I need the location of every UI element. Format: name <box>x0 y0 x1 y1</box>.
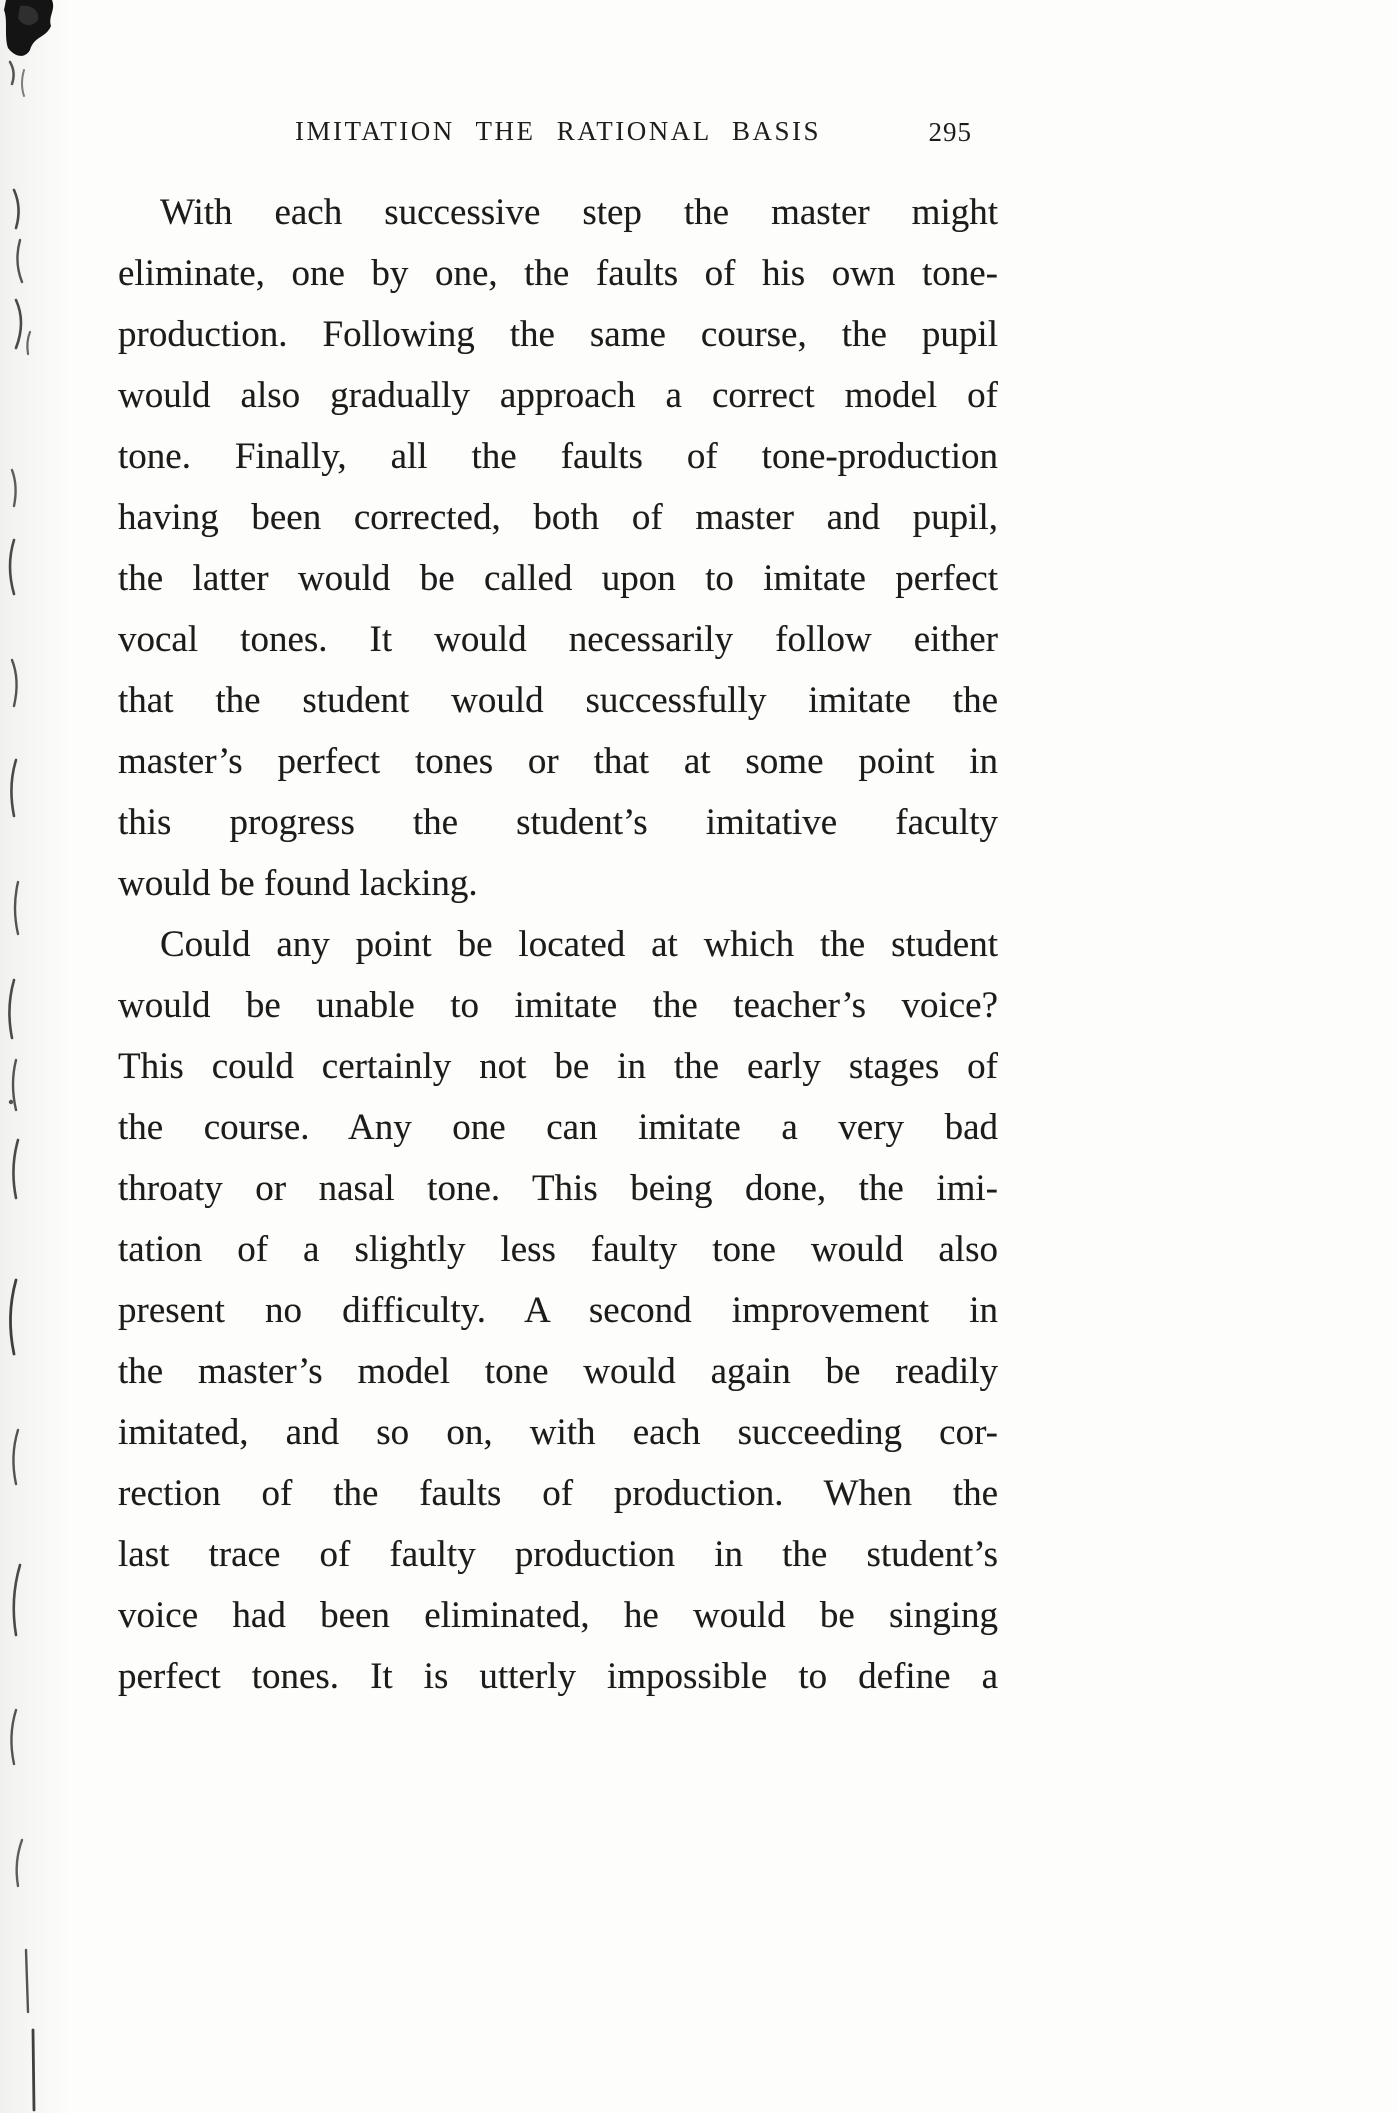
text-line: perfect tones. It is utterly impossible to define a <box>118 1656 998 1697</box>
text-line: the master’s model tone would again be readily <box>118 1351 998 1392</box>
running-head-title: IMITATION THE RATIONAL BASIS <box>294 116 822 146</box>
text-line: the latter would be called upon to imitate perfect <box>118 558 998 599</box>
text-line: would be unable to imitate the teacher’s voice? <box>118 985 998 1026</box>
text-line: imitated, and so on, with each succeeding cor- <box>118 1412 998 1453</box>
text-line: last trace of faulty production in the student’s <box>118 1534 998 1575</box>
text-line: throaty or nasal tone. This being done, the imi- <box>118 1168 998 1209</box>
text-line: would be found lacking. <box>118 863 478 904</box>
text-line: would also gradually approach a correct model of <box>118 375 998 416</box>
text-line: tation of a slightly less faulty tone would also <box>118 1229 998 1270</box>
text-line: eliminate, one by one, the faults of his own tone- <box>118 253 998 294</box>
text-line: this progress the student’s imitative faculty <box>118 802 998 843</box>
paragraph <box>118 914 998 1707</box>
margin-scan-marks <box>0 0 70 2113</box>
page-number: 295 <box>928 117 972 147</box>
running-head <box>118 116 998 156</box>
text-line: that the student would successfully imitate the <box>118 680 998 721</box>
text-line: With each successive step the master might <box>160 192 998 233</box>
text-line: vocal tones. It would necessarily follow either <box>118 619 998 660</box>
text-line: the course. Any one can imitate a very bad <box>118 1107 998 1148</box>
text-line: voice had been eliminated, he would be singing <box>118 1595 998 1636</box>
text-line: present no difficulty. A second improvement in <box>118 1290 998 1331</box>
text-line: rection of the faults of production. When the <box>118 1473 998 1514</box>
text-block <box>118 182 998 1707</box>
text-line: having been corrected, both of master and pupil, <box>118 497 998 538</box>
paragraph <box>118 182 998 914</box>
text-line: Could any point be located at which the student <box>160 924 998 965</box>
text-line: tone. Finally, all the faults of tone-production <box>118 436 998 477</box>
text-line: production. Following the same course, the pupil <box>118 314 998 355</box>
text-line: master’s perfect tones or that at some point in <box>118 741 998 782</box>
text-line: This could certainly not be in the early stages of <box>118 1046 998 1087</box>
